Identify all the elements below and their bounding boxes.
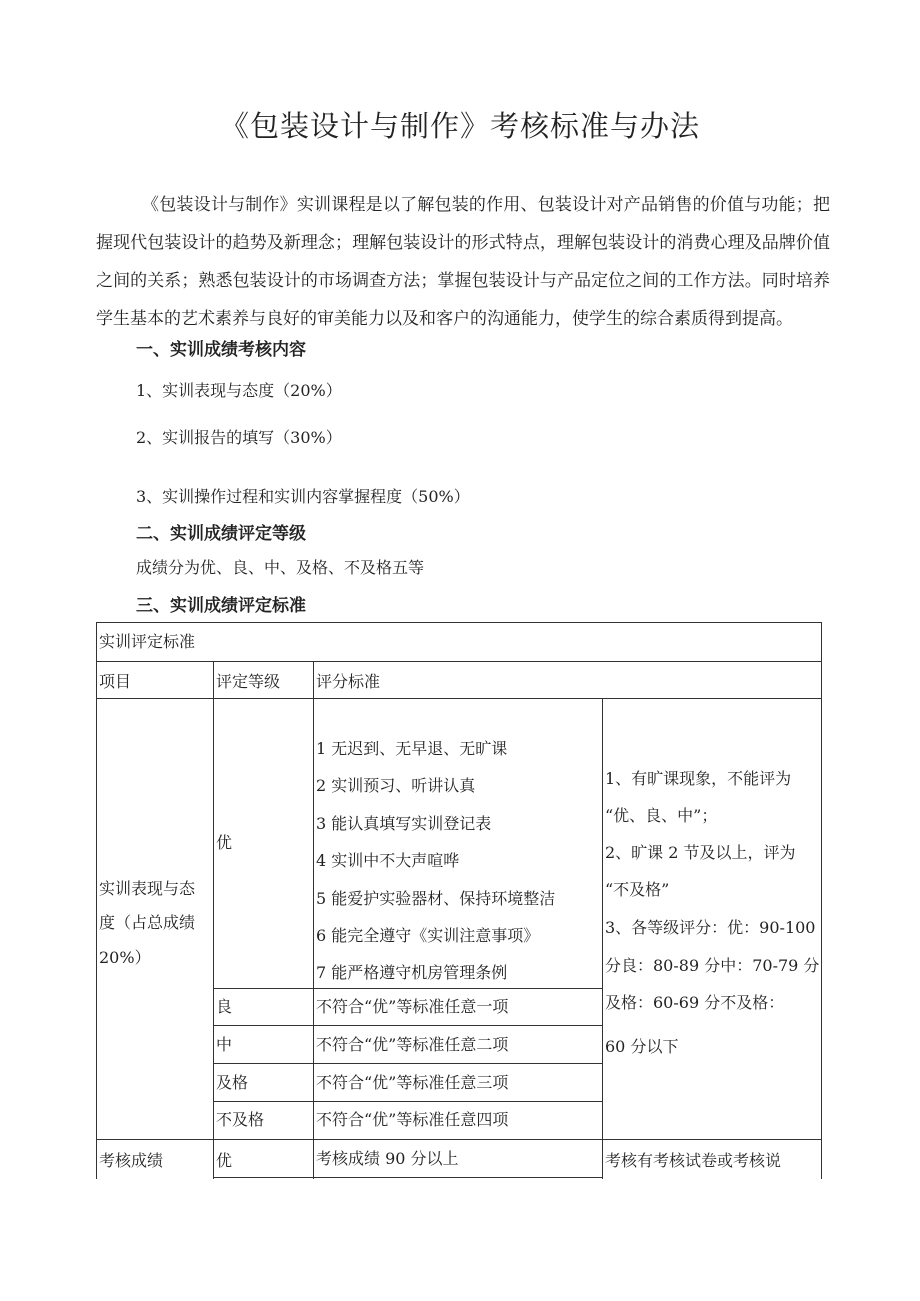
table-line — [213, 1101, 603, 1102]
criteria-item: 7 能严格遵守机房管理条例 — [316, 963, 508, 982]
criteria-item: 6 能完全遵守《实训注意事项》 — [316, 926, 540, 945]
table-line — [213, 1177, 603, 1178]
table-line — [213, 988, 603, 989]
note-line: 2、旷课 2 节及以上，评为 — [605, 843, 796, 862]
section-heading-standards: 三、实训成绩评定标准 — [136, 596, 306, 616]
table-line — [313, 661, 314, 1179]
table-line — [213, 1063, 603, 1064]
note-line: 及格：60-69 分不及格： — [605, 993, 785, 1012]
criteria-item: 1 无迟到、无早退、无旷课 — [316, 739, 508, 758]
table-cell-grade: 良 — [216, 997, 233, 1016]
table-line — [213, 1025, 603, 1026]
list-item: 3、实训操作过程和实训内容掌握程度（50%） — [136, 487, 470, 506]
table-header-grade: 评定等级 — [216, 672, 281, 691]
note-line: 60 分以下 — [605, 1037, 679, 1056]
table-line — [213, 661, 214, 1179]
table-cell-project: 20%） — [99, 948, 151, 967]
table-line — [96, 1139, 822, 1140]
grades-description: 成绩分为优、良、中、及格、不及格五等 — [136, 558, 425, 577]
table-line — [96, 698, 822, 699]
table-cell-project: 实训表现与态 — [99, 879, 196, 898]
note-line: 1、有旷课现象，不能评为 — [605, 769, 792, 788]
table-cell-criteria: 不符合“优”等标准任意一项 — [316, 997, 509, 1016]
table-cell-grade: 中 — [216, 1035, 233, 1054]
table-line — [96, 622, 822, 623]
criteria-item: 5 能爱护实验器材、保持环境整洁 — [316, 889, 556, 908]
criteria-item: 4 实训中不大声喧哗 — [316, 851, 460, 870]
table-line — [96, 661, 822, 662]
table-cell-grade: 优 — [216, 833, 233, 852]
table-cell-grade: 不及格 — [216, 1110, 265, 1129]
table-cell-criteria: 考核成绩 90 分以上 — [316, 1149, 459, 1168]
table-cell-project: 度（占总成绩 — [99, 913, 196, 932]
intro-paragraph: 《包装设计与制作》实训课程是以了解包装的作用、包装设计对产品销售的价值与功能；把握现代包装设计的趋势及新理念；理解包装设计的形式特点，理解包装设计的消费心理及品牌价值之间的关系；熟悉包装设计的市场调查方法；掌握包装设计与产品定位之间的工作方法。同时培养学生基本的艺术素养与良好的审美能力以及和客户的沟通能力，使学生的综合素质得到提高。 — [96, 195, 830, 329]
table-header-project: 项目 — [99, 672, 132, 691]
table-line — [821, 622, 822, 1179]
note-line: “不及格” — [605, 880, 670, 899]
list-item: 1、实训表现与态度（20%） — [136, 381, 342, 400]
section-heading-content: 一、实训成绩考核内容 — [136, 340, 306, 360]
criteria-item: 2 实训预习、听讲认真 — [316, 776, 476, 795]
note-line: 分良：80-89 分中：70-79 分 — [605, 956, 820, 975]
table-cell-criteria: 不符合“优”等标准任意二项 — [316, 1035, 509, 1054]
list-item: 2、实训报告的填写（30%） — [136, 428, 342, 447]
note-line: “优、良、中”； — [605, 806, 718, 825]
table-header-criteria: 评分标准 — [316, 672, 381, 691]
note-line: 3、各等级评分：优：90-100 — [605, 918, 816, 937]
table-cell-project: 考核成绩 — [99, 1151, 164, 1170]
table-line — [602, 698, 603, 1179]
criteria-item: 3 能认真填写实训登记表 — [316, 814, 492, 833]
table-cell-grade: 及格 — [216, 1073, 249, 1092]
document-title: 《包装设计与制作》考核标准与办法 — [219, 109, 700, 143]
table-cell-criteria: 不符合“优”等标准任意四项 — [316, 1110, 509, 1129]
note-line: 考核有考核试卷或考核说 — [605, 1151, 782, 1170]
table-cell-grade: 优 — [216, 1151, 233, 1170]
section-heading-grades: 二、实训成绩评定等级 — [136, 524, 306, 544]
table-line — [96, 622, 97, 1179]
table-cell-criteria: 不符合“优”等标准任意三项 — [316, 1073, 509, 1092]
table-caption: 实训评定标准 — [99, 632, 196, 651]
